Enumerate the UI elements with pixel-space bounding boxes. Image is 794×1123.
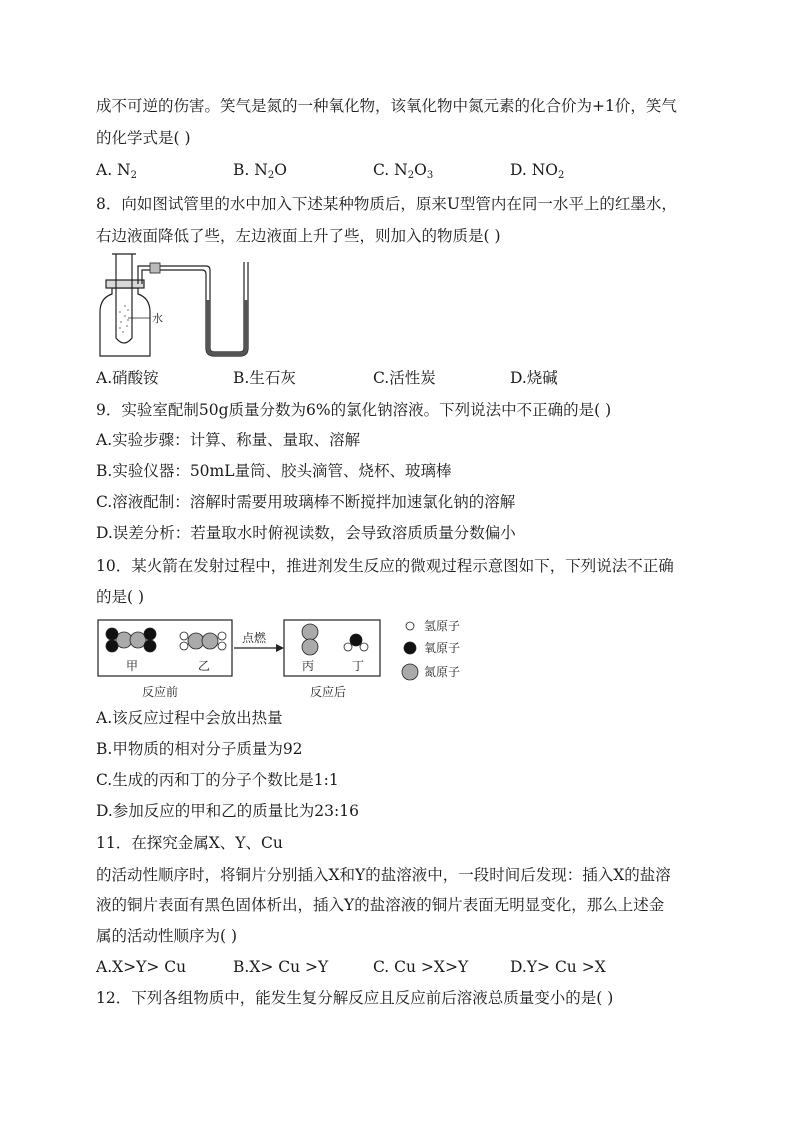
reactant-b-label: 乙: [198, 659, 211, 673]
q7-option-d: D. $NO_2$: [510, 161, 565, 181]
q9-option-c: C.溶液配制：溶解时需要用玻璃棒不断搅拌加速氯化钠的溶解: [96, 493, 516, 511]
arrow-condition-label: 点燃: [242, 631, 267, 645]
after-caption: 反应后: [310, 685, 347, 699]
legend-nitrogen: 氮原子: [424, 665, 461, 679]
q9-option-d: D.误差分析：若量取水时俯视读数，会导致溶质质量分数偏小: [96, 524, 516, 542]
q10-option-a: A.该反应过程中会放出热量: [96, 709, 283, 727]
q10-stem-line2: 的是( ): [96, 588, 145, 606]
q8-option-c: C.活性炭: [373, 369, 436, 387]
q8-stem-line1: 8．向如图试管里的水中加入下述某种物质后，原来U型管内在同一水平上的红墨水，: [96, 195, 677, 213]
q11-stem-line3: 液的铜片表面有黑色固体析出，插入Y的盐溶液的铜片表面无明显变化，那么上述金: [96, 896, 665, 914]
q11-option-b: B.X> Cu >Y: [233, 958, 329, 976]
product-c-label: 丙: [302, 659, 315, 673]
q7-stem-line1: 成不可逆的伤害。笑气是氮的一种氧化物，该氧化物中氮元素的化合价为+1价，笑气: [96, 97, 677, 115]
q11-stem-line4: 属的活动性顺序为( ): [96, 927, 238, 945]
q10-stem-line1: 10．某火箭在发射过程中，推进剂发生反应的微观过程示意图如下，下列说法不正确: [96, 557, 674, 575]
q7-option-a: A. $N_2$: [96, 161, 137, 181]
reactant-a-label: 甲: [126, 659, 139, 673]
hydrogen-legend-icon: [406, 622, 414, 630]
q10-reaction-diagram: [94, 614, 474, 704]
oxygen-legend-icon: [404, 642, 416, 654]
q10-option-d: D.参加反应的甲和乙的质量比为23:16: [96, 802, 359, 820]
nitrogen-legend-icon: [402, 664, 418, 680]
product-d-label: 丁: [352, 659, 365, 673]
q12-stem: 12．下列各组物质中，能发生复分解反应且反应前后溶液总质量变小的是( ): [96, 989, 614, 1007]
q9-option-a: A.实验步骤：计算、称量、量取、溶解: [96, 431, 361, 449]
q9-option-b: B.实验仪器：50mL量筒、胶头滴管、烧杯、玻璃棒: [96, 462, 452, 480]
q11-stem-line2: 的活动性顺序时，将铜片分别插入X和Y的盐溶液中，一段时间后发现：插入X的盐溶: [96, 866, 671, 884]
q8-option-d: D.烧碱: [510, 369, 558, 387]
q8-figure-water-label: 水: [152, 312, 163, 325]
before-caption: 反应前: [142, 685, 179, 699]
q11-option-d: D.Y> Cu >X: [510, 958, 606, 976]
q10-option-b: B.甲物质的相对分子质量为92: [96, 740, 303, 758]
q11-option-a: A.X>Y> Cu: [96, 958, 187, 976]
q7-option-c: C. $N_2O_3$: [373, 161, 434, 181]
q10-option-c: C.生成的丙和丁的分子个数比是1:1: [96, 771, 339, 789]
q7-option-b: B. $N_2O$: [233, 161, 287, 181]
q11-stem-line1: 11．在探究金属X、Y、Cu: [96, 834, 283, 852]
q8-stem-line2: 右边液面降低了些，左边液面上升了些，则加入的物质是( ): [96, 227, 501, 245]
q9-stem: 9．实验室配制50g质量分数为6%的氯化钠溶液。下列说法中不正确的是( ): [96, 401, 612, 419]
legend-oxygen: 氧原子: [424, 641, 461, 655]
q8-option-a: A.硝酸铵: [96, 369, 159, 387]
q8-apparatus-figure: [92, 252, 262, 362]
q7-stem-line2: 的化学式是( ): [96, 129, 191, 147]
legend-hydrogen: 氢原子: [424, 619, 461, 633]
q11-option-c: C. Cu >X>Y: [373, 958, 469, 976]
q8-option-b: B.生石灰: [233, 369, 296, 387]
